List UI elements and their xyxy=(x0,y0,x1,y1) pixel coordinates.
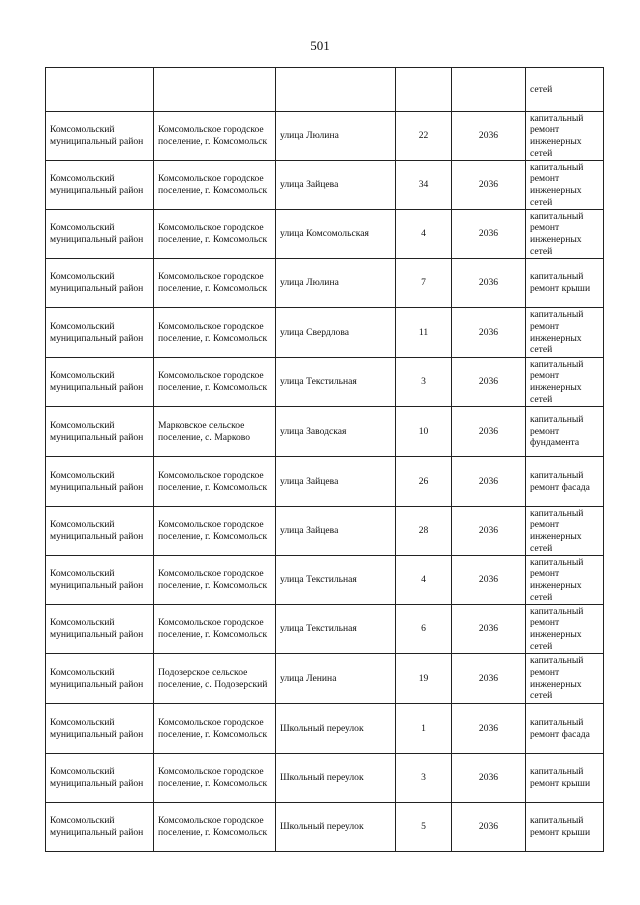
work-type-cell: капитальный ремонт инженерных сетей xyxy=(526,654,604,704)
district-cell: Комсомольский муниципальный район xyxy=(46,754,154,803)
table-row xyxy=(46,457,604,507)
table-row xyxy=(46,556,604,605)
street-cell: Школьный переулок xyxy=(276,754,396,803)
settlement-cell: Подозерское сельское поселение, с. Подозерский xyxy=(154,654,276,704)
street-cell: улица Текстильная xyxy=(276,358,396,407)
work-type-cell: капитальный ремонт инженерных сетей xyxy=(526,507,604,556)
table-row xyxy=(46,605,604,654)
work-type-cell: капитальный ремонт крыши xyxy=(526,803,604,852)
work-type-cell: капитальный ремонт инженерных сетей xyxy=(526,210,604,259)
house-number-cell xyxy=(396,68,452,112)
street-cell: улица Зайцева xyxy=(276,457,396,507)
table-row xyxy=(46,161,604,210)
street-cell: улица Зайцева xyxy=(276,507,396,556)
street-cell: Школьный переулок xyxy=(276,704,396,754)
settlement-cell: Комсомольское городское поселение, г. Комсомольск xyxy=(154,112,276,161)
year-cell: 2036 xyxy=(452,654,526,704)
district-cell: Комсомольский муниципальный район xyxy=(46,556,154,605)
district-cell: Комсомольский муниципальный район xyxy=(46,308,154,358)
work-type-cell: капитальный ремонт инженерных сетей xyxy=(526,308,604,358)
district-cell: Комсомольский муниципальный район xyxy=(46,507,154,556)
district-cell: Комсомольский муниципальный район xyxy=(46,161,154,210)
work-type-cell: капитальный ремонт фасада xyxy=(526,704,604,754)
house-number-cell: 3 xyxy=(396,754,452,803)
street-cell: улица Текстильная xyxy=(276,605,396,654)
house-number-cell: 10 xyxy=(396,407,452,457)
table-row xyxy=(46,112,604,161)
settlement-cell: Марковское сельское поселение, с. Марково xyxy=(154,407,276,457)
table-row xyxy=(46,358,604,407)
work-type-cell: капитальный ремонт фундамента xyxy=(526,407,604,457)
work-type-cell: капитальный ремонт инженерных сетей xyxy=(526,112,604,161)
table-row xyxy=(46,803,604,852)
table-row xyxy=(46,507,604,556)
settlement-cell: Комсомольское городское поселение, г. Комсомольск xyxy=(154,556,276,605)
settlement-cell: Комсомольское городское поселение, г. Комсомольск xyxy=(154,457,276,507)
settlement-cell: Комсомольское городское поселение, г. Комсомольск xyxy=(154,803,276,852)
year-cell: 2036 xyxy=(452,507,526,556)
district-cell: Комсомольский муниципальный район xyxy=(46,457,154,507)
house-number-cell: 4 xyxy=(396,556,452,605)
house-number-cell: 5 xyxy=(396,803,452,852)
settlement-cell: Комсомольское городское поселение, г. Комсомольск xyxy=(154,704,276,754)
house-number-cell: 11 xyxy=(396,308,452,358)
work-type-cell: капитальный ремонт инженерных сетей xyxy=(526,605,604,654)
street-cell: улица Заводская xyxy=(276,407,396,457)
district-cell: Комсомольский муниципальный район xyxy=(46,358,154,407)
street-cell: улица Ленина xyxy=(276,654,396,704)
table-row xyxy=(46,308,604,358)
district-cell: Комсомольский муниципальный район xyxy=(46,803,154,852)
work-type-cell: сетей xyxy=(526,68,604,112)
settlement-cell: Комсомольское городское поселение, г. Комсомольск xyxy=(154,259,276,308)
house-number-cell: 3 xyxy=(396,358,452,407)
district-cell: Комсомольский муниципальный район xyxy=(46,704,154,754)
house-number-cell: 1 xyxy=(396,704,452,754)
street-cell: улица Люлина xyxy=(276,259,396,308)
year-cell: 2036 xyxy=(452,457,526,507)
work-type-cell: капитальный ремонт крыши xyxy=(526,754,604,803)
table-row xyxy=(46,407,604,457)
house-number-cell: 22 xyxy=(396,112,452,161)
year-cell: 2036 xyxy=(452,803,526,852)
settlement-cell: Комсомольское городское поселение, г. Комсомольск xyxy=(154,754,276,803)
settlement-cell: Комсомольское городское поселение, г. Комсомольск xyxy=(154,161,276,210)
street-cell: улица Комсомольская xyxy=(276,210,396,259)
year-cell: 2036 xyxy=(452,161,526,210)
table-row xyxy=(46,654,604,704)
street-cell: Школьный переулок xyxy=(276,803,396,852)
year-cell: 2036 xyxy=(452,754,526,803)
year-cell: 2036 xyxy=(452,358,526,407)
street-cell xyxy=(276,68,396,112)
house-number-cell: 4 xyxy=(396,210,452,259)
settlement-cell: Комсомольское городское поселение, г. Комсомольск xyxy=(154,507,276,556)
street-cell: улица Люлина xyxy=(276,112,396,161)
district-cell: Комсомольский муниципальный район xyxy=(46,259,154,308)
work-type-cell: капитальный ремонт крыши xyxy=(526,259,604,308)
year-cell: 2036 xyxy=(452,556,526,605)
settlement-cell: Комсомольское городское поселение, г. Комсомольск xyxy=(154,210,276,259)
district-cell: Комсомольский муниципальный район xyxy=(46,605,154,654)
house-number-cell: 34 xyxy=(396,161,452,210)
table-body xyxy=(46,68,604,852)
settlement-cell: Комсомольское городское поселение, г. Комсомольск xyxy=(154,605,276,654)
work-type-cell: капитальный ремонт инженерных сетей xyxy=(526,358,604,407)
district-cell: Комсомольский муниципальный район xyxy=(46,112,154,161)
work-type-cell: капитальный ремонт инженерных сетей xyxy=(526,556,604,605)
work-type-cell: капитальный ремонт инженерных сетей xyxy=(526,161,604,210)
table-row xyxy=(46,754,604,803)
table-row xyxy=(46,704,604,754)
year-cell: 2036 xyxy=(452,308,526,358)
year-cell: 2036 xyxy=(452,112,526,161)
street-cell: улица Зайцева xyxy=(276,161,396,210)
table-row xyxy=(46,259,604,308)
year-cell: 2036 xyxy=(452,407,526,457)
house-number-cell: 6 xyxy=(396,605,452,654)
settlement-cell xyxy=(154,68,276,112)
house-number-cell: 7 xyxy=(396,259,452,308)
district-cell: Комсомольский муниципальный район xyxy=(46,407,154,457)
house-number-cell: 28 xyxy=(396,507,452,556)
table-row-continuation xyxy=(46,68,604,112)
year-cell xyxy=(452,68,526,112)
work-type-cell: капитальный ремонт фасада xyxy=(526,457,604,507)
year-cell: 2036 xyxy=(452,704,526,754)
year-cell: 2036 xyxy=(452,210,526,259)
settlement-cell: Комсомольское городское поселение, г. Комсомольск xyxy=(154,358,276,407)
district-cell: Комсомольский муниципальный район xyxy=(46,654,154,704)
house-number-cell: 19 xyxy=(396,654,452,704)
street-cell: улица Свердлова xyxy=(276,308,396,358)
district-cell: Комсомольский муниципальный район xyxy=(46,210,154,259)
district-cell xyxy=(46,68,154,112)
street-cell: улица Текстильная xyxy=(276,556,396,605)
settlement-cell: Комсомольское городское поселение, г. Комсомольск xyxy=(154,308,276,358)
house-number-cell: 26 xyxy=(396,457,452,507)
year-cell: 2036 xyxy=(452,259,526,308)
year-cell: 2036 xyxy=(452,605,526,654)
table-row xyxy=(46,210,604,259)
housing-repair-table xyxy=(45,67,604,852)
page-number: 501 xyxy=(310,38,330,53)
